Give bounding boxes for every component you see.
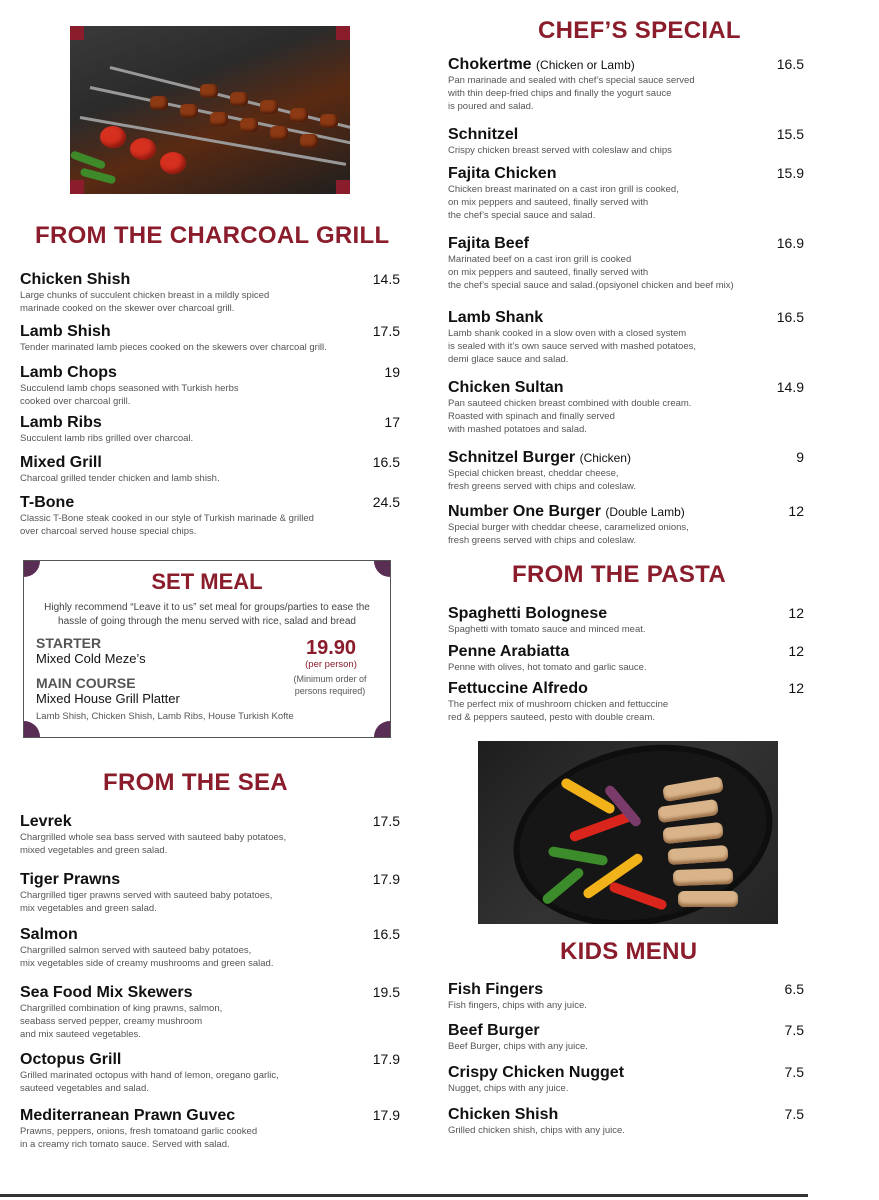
menu-item-spaghetti-bolognese bbox=[448, 605, 808, 636]
starter-label: STARTER bbox=[36, 635, 102, 651]
menu-item-fajita-chicken bbox=[448, 165, 808, 222]
item-price: 17.5 bbox=[372, 813, 400, 829]
kids-menu-title: KIDS MENU bbox=[560, 938, 698, 965]
menu-item-mediterranean-prawn-guvec bbox=[20, 1107, 400, 1151]
menu-item-number-one-burger bbox=[448, 503, 808, 547]
item-desc: Crispy chicken breast served with coleslaw and chips bbox=[448, 145, 672, 156]
item-name: Octopus Grill bbox=[20, 1051, 122, 1068]
item-price: 12 bbox=[788, 680, 804, 696]
item-name: Lamb Chops bbox=[20, 364, 117, 381]
item-price: 7.5 bbox=[784, 1106, 804, 1122]
item-name: T-Bone bbox=[20, 494, 75, 511]
menu-item-kids-chicken-shish bbox=[448, 1106, 808, 1137]
chefs-special-title: CHEF’S SPECIAL bbox=[538, 17, 741, 44]
item-desc: Classic T-Bone steak cooked in our style of Turkish marinade & grilled over charcoal served house special chips. bbox=[20, 513, 314, 537]
menu-item-salmon bbox=[20, 926, 400, 970]
item-name bbox=[448, 449, 808, 467]
item-desc: Special burger with cheddar cheese, caramelized onions, fresh greens served with chips and coleslaw. bbox=[448, 522, 689, 546]
item-name: Sea Food Mix Skewers bbox=[20, 984, 193, 1001]
item-name: Schnitzel bbox=[448, 126, 519, 143]
item-name: Lamb Ribs bbox=[20, 414, 102, 431]
item-name: Chicken Sultan bbox=[448, 379, 564, 396]
menu-item-octopus-grill bbox=[20, 1051, 400, 1095]
item-variant: (Chicken) bbox=[579, 451, 631, 465]
set-meal-price: 19.90 bbox=[305, 637, 357, 659]
item-price: 14.5 bbox=[372, 271, 400, 287]
item-price: 6.5 bbox=[784, 981, 804, 997]
item-price: 19 bbox=[384, 364, 400, 380]
item-price: 12 bbox=[788, 605, 804, 621]
item-desc: Succulent lamb ribs grilled over charcoal. bbox=[20, 433, 194, 444]
item-name: Mixed Grill bbox=[20, 454, 102, 471]
item-name-text: Chokertme bbox=[448, 56, 532, 73]
item-price: 19.5 bbox=[372, 984, 400, 1000]
item-desc: Charcoal grilled tender chicken and lamb shish. bbox=[20, 473, 220, 484]
menu-item-schnitzel bbox=[448, 126, 808, 157]
menu-item-sea-food-mix-skewers bbox=[20, 984, 400, 1041]
pasta-title: FROM THE PASTA bbox=[512, 561, 726, 588]
item-price: 17 bbox=[384, 414, 400, 430]
item-desc: Lamb shank cooked in a slow oven with a closed system is sealed with it’s own sauce served with mashed potatoes, demi glace sauce and salad. bbox=[448, 328, 697, 365]
item-name: Mediterranean Prawn Guvec bbox=[20, 1107, 236, 1124]
menu-item-crispy-chicken-nugget bbox=[448, 1064, 808, 1095]
item-price: 9 bbox=[796, 449, 804, 465]
item-name: Lamb Shish bbox=[20, 323, 111, 340]
menu-item-lamb-shish bbox=[20, 323, 400, 354]
bottom-rule bbox=[0, 1194, 808, 1197]
menu-item-chicken-shish bbox=[20, 271, 400, 315]
set-meal-per-person: (per person) bbox=[305, 659, 357, 670]
item-price: 16.5 bbox=[372, 454, 400, 470]
item-desc: Chicken breast marinated on a cast iron grill is cooked, on mix peppers and sauteed, finally served with the chef’s special sauce and salad. bbox=[448, 184, 679, 221]
item-name: Levrek bbox=[20, 813, 72, 830]
item-desc: Marinated beef on a cast iron grill is cooked on mix peppers and sauteed, finally served with the chef’s special sauce and salad.(opsiyonel chicken and beef mix) bbox=[448, 254, 734, 291]
item-name: Salmon bbox=[20, 926, 78, 943]
item-desc: Chargrilled tiger prawns served with sauteed baby potatoes, mix vegetables and green salad. bbox=[20, 890, 273, 914]
item-desc: Large chunks of succulent chicken breast in a mildly spiced marinade cooked on the skewer over charcoal grill. bbox=[20, 290, 270, 314]
item-price: 17.5 bbox=[372, 323, 400, 339]
item-name: Chicken Shish bbox=[20, 271, 131, 288]
item-desc: Chargrilled salmon served with sauteed baby potatoes, mix vegetables side of creamy mushrooms and green salad. bbox=[20, 945, 274, 969]
set-meal-title: SET MEAL bbox=[151, 569, 263, 594]
item-price: 12 bbox=[788, 643, 804, 659]
menu-item-chokertme bbox=[448, 56, 808, 113]
charcoal-grill-photo bbox=[70, 26, 350, 194]
item-name: Lamb Shank bbox=[448, 309, 544, 326]
menu-item-levrek bbox=[20, 813, 400, 857]
item-desc: Chargrilled whole sea bass served with sauteed baby potatoes, mixed vegetables and green salad. bbox=[20, 832, 287, 856]
main-course-label: MAIN COURSE bbox=[36, 675, 136, 691]
item-name bbox=[448, 503, 808, 521]
menu-item-chicken-sultan bbox=[448, 379, 808, 436]
starter-value: Mixed Cold Meze’s bbox=[36, 651, 146, 666]
set-meal-minimum: (Minimum order of persons required) bbox=[293, 674, 367, 696]
item-desc: Chargrilled combination of king prawns, salmon, seabass served pepper, creamy mushroom and mix sauteed vegetables. bbox=[20, 1003, 223, 1040]
item-desc: Special chicken breast, cheddar cheese, fresh greens served with chips and coleslaw. bbox=[448, 468, 636, 492]
sea-title: FROM THE SEA bbox=[103, 769, 288, 796]
menu-item-t-bone bbox=[20, 494, 400, 538]
item-price: 24.5 bbox=[372, 494, 400, 510]
item-price: 12 bbox=[788, 503, 804, 519]
item-desc: Grilled chicken shish, chips with any juice. bbox=[448, 1125, 625, 1136]
menu-item-schnitzel-burger bbox=[448, 449, 808, 493]
item-price: 16.5 bbox=[776, 56, 804, 72]
item-name: Fajita Beef bbox=[448, 235, 529, 252]
fajita-photo bbox=[478, 741, 778, 924]
item-price: 15.5 bbox=[776, 126, 804, 142]
set-meal-intro: Highly recommend “Leave it to us” set meal for groups/parties to ease the hassle of going through the menu served with rice, salad and bread bbox=[44, 602, 370, 627]
main-course-desc: Lamb Shish, Chicken Shish, Lamb Ribs, House Turkish Kofte bbox=[36, 711, 294, 722]
item-name: Fettuccine Alfredo bbox=[448, 680, 588, 697]
item-desc: Pan marinade and sealed with chef’s special sauce served with thin deep-fried chips and finally the yogurt sauce is poured and salad. bbox=[448, 75, 695, 112]
charcoal-grill-title: FROM THE CHARCOAL GRILL bbox=[35, 222, 390, 249]
item-price: 17.9 bbox=[372, 871, 400, 887]
menu-item-fish-fingers bbox=[448, 981, 808, 1012]
item-price: 7.5 bbox=[784, 1022, 804, 1038]
item-desc: Pan sauteed chicken breast combined with double cream. Roasted with spinach and finally served with mashed potatoes and salad. bbox=[448, 398, 692, 435]
item-desc: Beef Burger, chips with any juice. bbox=[448, 1041, 588, 1052]
item-desc: Spaghetti with tomato sauce and minced meat. bbox=[448, 624, 646, 635]
item-name bbox=[448, 56, 808, 74]
item-name: Chicken Shish bbox=[448, 1106, 559, 1123]
item-price: 17.9 bbox=[372, 1051, 400, 1067]
menu-item-beef-burger bbox=[448, 1022, 808, 1053]
menu-item-mixed-grill bbox=[20, 454, 400, 485]
item-name: Penne Arabiatta bbox=[448, 643, 570, 660]
item-desc: Prawns, peppers, onions, fresh tomatoand garlic cooked in a creamy rich tomato sauce. Served with salad. bbox=[20, 1126, 258, 1150]
menu-item-lamb-shank bbox=[448, 309, 808, 366]
item-desc: Nugget, chips with any juice. bbox=[448, 1083, 569, 1094]
menu-item-lamb-ribs bbox=[20, 414, 400, 445]
menu-item-fettuccine-alfredo bbox=[448, 680, 808, 724]
item-price: 7.5 bbox=[784, 1064, 804, 1080]
item-price: 17.9 bbox=[372, 1107, 400, 1123]
menu-item-tiger-prawns bbox=[20, 871, 400, 915]
main-course-value: Mixed House Grill Platter bbox=[36, 691, 180, 706]
item-name: Beef Burger bbox=[448, 1022, 540, 1039]
item-name: Fajita Chicken bbox=[448, 165, 557, 182]
item-desc: Fish fingers, chips with any juice. bbox=[448, 1000, 587, 1011]
item-variant: (Double Lamb) bbox=[605, 505, 685, 519]
item-variant: (Chicken or Lamb) bbox=[536, 58, 635, 72]
item-desc: The perfect mix of mushroom chicken and fettuccine red & peppers sauteed, pesto with double cream. bbox=[448, 699, 669, 723]
item-price: 16.5 bbox=[776, 309, 804, 325]
item-name: Spaghetti Bolognese bbox=[448, 605, 608, 622]
menu-item-fajita-beef bbox=[448, 235, 808, 292]
item-name-text: Number One Burger bbox=[448, 503, 601, 520]
item-desc: Grilled marinated octopus with hand of lemon, oregano garlic, sauteed vegetables and salad. bbox=[20, 1070, 279, 1094]
item-price: 15.9 bbox=[776, 165, 804, 181]
item-desc: Tender marinated lamb pieces cooked on the skewers over charcoal grill. bbox=[20, 342, 327, 353]
item-price: 14.9 bbox=[776, 379, 804, 395]
item-desc: Penne with olives, hot tomato and garlic sauce. bbox=[448, 662, 647, 673]
menu-item-lamb-chops bbox=[20, 364, 400, 408]
set-meal-box bbox=[23, 560, 391, 738]
item-price: 16.9 bbox=[776, 235, 804, 251]
item-name: Fish Fingers bbox=[448, 981, 544, 998]
item-price: 16.5 bbox=[372, 926, 400, 942]
item-name: Crispy Chicken Nugget bbox=[448, 1064, 625, 1081]
item-desc: Succulend lamb chops seasoned with Turkish herbs cooked over charcoal grill. bbox=[20, 383, 239, 407]
menu-item-penne-arabiatta bbox=[448, 643, 808, 674]
item-name-text: Schnitzel Burger bbox=[448, 449, 576, 466]
item-name: Tiger Prawns bbox=[20, 871, 121, 888]
